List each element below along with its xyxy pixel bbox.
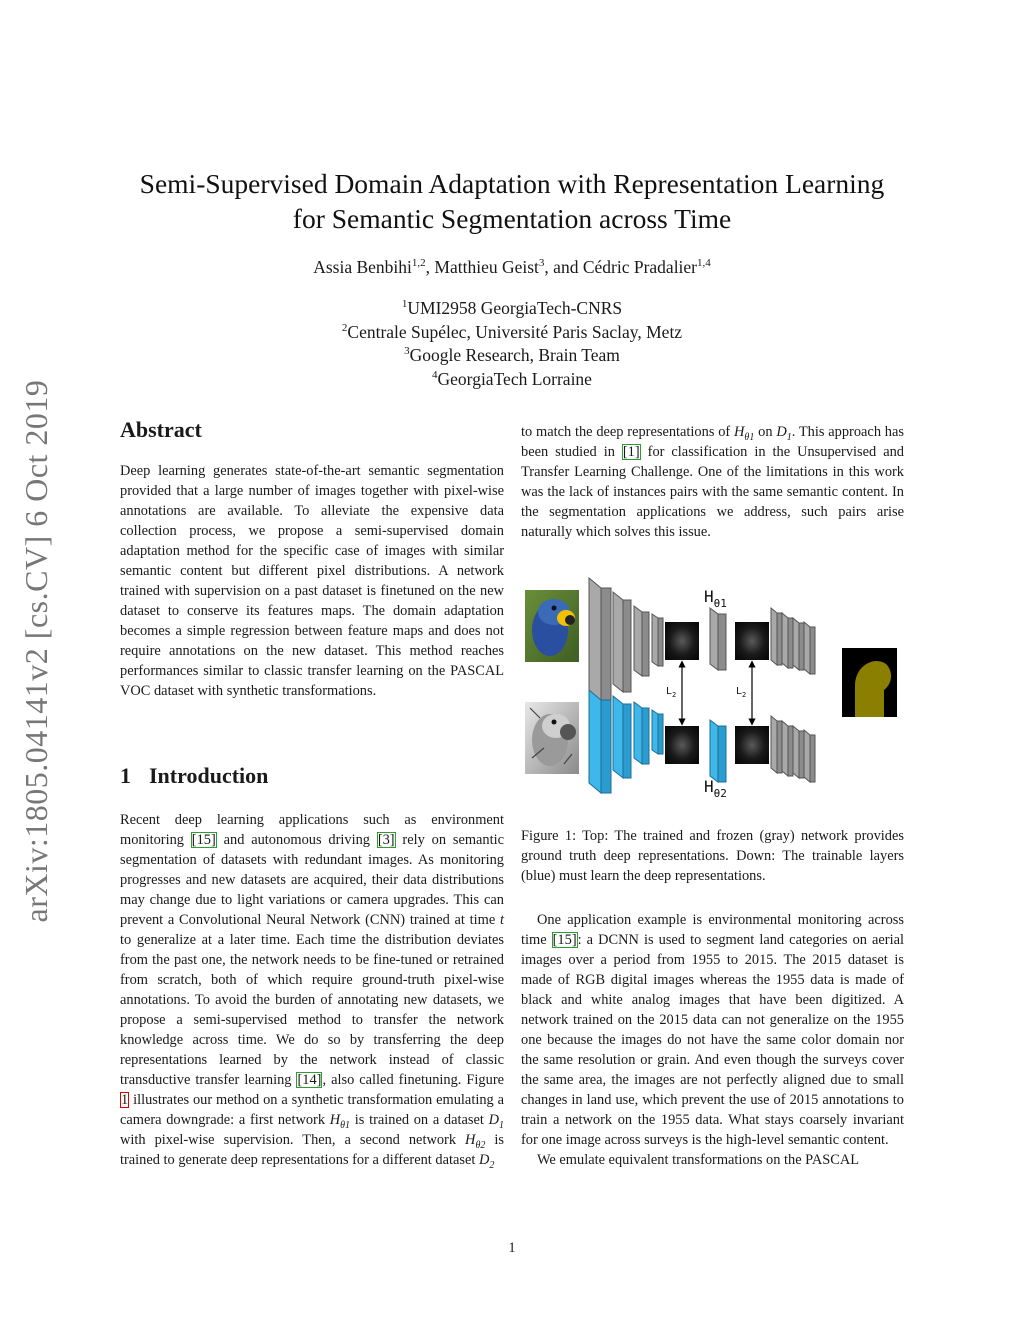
frozen-block-middle-top — [710, 608, 726, 670]
math-subscript: 2 — [489, 1160, 495, 1171]
math-symbol: H — [734, 424, 745, 440]
paper-title — [100, 166, 924, 236]
affiliations — [100, 297, 924, 391]
paragraph: We emulate equivalent transformations on the PASCAL — [537, 1152, 860, 1168]
text-run: illustrates our method on a synthetic transformation emulating a camera downgrade: a first network — [120, 1092, 504, 1128]
math-subscript: 1 — [786, 432, 792, 443]
text-run: on — [754, 424, 777, 440]
math-symbol: t — [500, 912, 504, 928]
section-title: Introduction — [149, 763, 269, 788]
affiliation-text: GeorgiaTech Lorraine — [437, 368, 592, 389]
affiliation-line — [100, 297, 924, 321]
text-run: One application example is environmental monitoring across time — [521, 912, 904, 948]
intro-body — [120, 810, 504, 1170]
feature-map-bottom-1 — [665, 726, 699, 764]
author-name: Matthieu Geist — [434, 257, 539, 277]
input-image-color — [525, 590, 579, 662]
title-line-2: for Semantic Segmentation across Time — [292, 203, 732, 234]
paragraph — [521, 910, 904, 1150]
segmentation-output — [842, 648, 897, 717]
author-name: Assia Benbihi — [313, 257, 412, 277]
math-symbol: H — [329, 1112, 341, 1128]
text-run: : a DCNN is used to segment land categories on aerial images over a period from 1955 to 2015. The 2015 dataset is made of RGB digital images whereas the 1955 data is made of black and white analog images that have been digitized. A network trained on the 2015 data can not generalize on the 1955 one because the images do not have the same color domain nor the same resolution or grain. And even though the surveys cover the same area, the images are not perfectly aligned due to small changes in land use, which prevent the use of 2015 annotations to train a network on the 1955 data. What stays coarsely invariant for one image across surveys is the high-level semantic content. — [521, 932, 904, 1148]
author-name: Cédric Pradalier — [582, 257, 698, 277]
affiliation-sup: 3 — [404, 345, 410, 357]
text-run: rely on semantic segmentation of datasets with redundant images. As monitoring progresses and new datasets are acquired, their data distributions may change due to light variations or camera upgrades. This can prevent a Convolutional Neural Network (CNN) trained at time — [120, 832, 504, 928]
math-symbol: D — [488, 1112, 499, 1128]
affiliation-text: UMI2958 GeorgiaTech-CNRS — [407, 298, 623, 318]
author-list — [100, 257, 924, 278]
trainable-network-bottom — [589, 690, 663, 793]
input-image-gray — [525, 702, 579, 774]
figure-1 — [520, 568, 905, 808]
feature-map-bottom-2 — [735, 726, 769, 764]
text-run: is trained on a dataset — [350, 1112, 489, 1128]
affiliation-sup: 1 — [401, 298, 408, 310]
affiliation-line — [100, 368, 924, 392]
text-run: to generalize at a later time. Each time the distribution deviates from the past one, the network needs to be fine-tuned or retrained from scratch, both of which require ground-truth pixel-wise annotations. To avoid the burden of annotating new datasets, we propose a semi-supervised method to transfer the network knowledge across time. We do so by transferring the deep representations learned by the network instead of classic transductive transfer learning — [120, 932, 504, 1088]
author-affil-sup: 1,2 — [411, 257, 426, 269]
affiliation-text: Centrale Supélec, Université Paris Saclay, Metz — [347, 321, 683, 342]
citation-link[interactable]: [15] — [552, 932, 577, 948]
citation-link[interactable]: [14] — [297, 1072, 322, 1088]
math-symbol: D — [776, 424, 787, 440]
right-column-top — [521, 422, 904, 542]
label-l2-1: $L_2$ — [666, 686, 677, 699]
author-affil-sup: 3 — [538, 257, 545, 269]
frozen-network-top — [589, 578, 663, 705]
paragraph — [521, 422, 904, 542]
page-number: 1 — [508, 1240, 516, 1256]
arxiv-identifier: arXiv:1805.04141v2 [cs.CV] 6 Oct 2019 — [18, 379, 54, 923]
frozen-decoder-top — [771, 608, 815, 674]
architecture-diagram — [520, 568, 905, 808]
label-h-theta2: $H_{\theta 2}$ — [704, 777, 727, 800]
text-run: , also called finetuning. Figure — [322, 1072, 504, 1088]
text-run: to match the deep representations of — [521, 424, 735, 440]
abstract-body — [120, 461, 504, 701]
figure-link[interactable]: 1 — [121, 1092, 129, 1108]
text-run: and autonomous driving — [216, 832, 377, 848]
right-column-bottom — [521, 910, 904, 1170]
feature-map-top-1 — [665, 622, 699, 660]
intro-paragraph — [120, 810, 504, 1170]
section-number: 1 — [120, 763, 131, 788]
math-symbol: D — [478, 1152, 490, 1168]
abstract-heading: Abstract — [120, 417, 202, 442]
math-subscript: θ2 — [475, 1140, 486, 1151]
math-subscript: θ1 — [340, 1120, 351, 1131]
citation-link[interactable]: [15] — [191, 832, 216, 848]
math-subscript: θ1 — [744, 432, 755, 443]
text-run: with pixel-wise supervision. Then, a second network — [120, 1132, 466, 1148]
affiliation-sup: 4 — [432, 368, 438, 381]
author-separator: , and — [544, 257, 583, 277]
affiliation-line — [100, 344, 924, 368]
feature-map-top-2 — [735, 622, 769, 660]
figure-caption: Figure 1: Top: The trained and frozen (gray) network provides ground truth deep representations. Down: The trainable layers (blue) must learn the deep representations. — [521, 828, 904, 884]
text-run: Recent deep learning applications such as environment monitoring — [120, 812, 504, 848]
citation-link[interactable]: [1] — [622, 444, 640, 460]
label-l2-2: $L_2$ — [736, 686, 747, 699]
section-heading-introduction — [120, 763, 268, 789]
affiliation-text: Google Research, Brain Team — [409, 345, 620, 365]
trainable-block-middle-bottom — [710, 720, 726, 782]
abstract-text: Deep learning generates state-of-the-art semantic segmentation provided that a large number of images together with pixel-wise annotations are available. To alleviate the expensive data collection process, we propose a semi-supervised domain adaptation method for the specific case of images with similar semantic content but different pixel distributions. A network trained with supervision on a past dataset is finetuned on the new dataset to conserve its features maps. The domain adaptation becomes a simple regression between feature maps and does not require annotations on the new dataset. This method reaches performances similar to classic transfer learning on the PASCAL VOC dataset with synthetic transformations. — [120, 463, 504, 699]
text-run: for classification in the Unsupervised and Transfer Learning Challenge. One of the limitations in this work was the lack of instances pairs with the same semantic content. In the segmentation applications we address, such pairs arise naturally which solves this issue. — [521, 444, 904, 540]
math-subscript: 1 — [499, 1120, 504, 1131]
author-affil-sup: 1,4 — [697, 257, 711, 269]
frozen-decoder-bottom — [771, 716, 815, 782]
text-run: . This approach has been studied in — [521, 424, 904, 460]
affiliation-sup: 2 — [341, 321, 348, 334]
text-run: is trained to generate deep representations for a different dataset — [120, 1132, 504, 1168]
label-h-theta1: $H_{\theta 1}$ — [704, 587, 727, 610]
affiliation-line — [100, 321, 924, 345]
title-line-1: Semi-Supervised Domain Adaptation with Representation Learning — [139, 168, 885, 199]
citation-link[interactable]: [3] — [377, 832, 395, 848]
author-separator: , — [425, 257, 435, 277]
math-symbol: H — [465, 1132, 476, 1148]
